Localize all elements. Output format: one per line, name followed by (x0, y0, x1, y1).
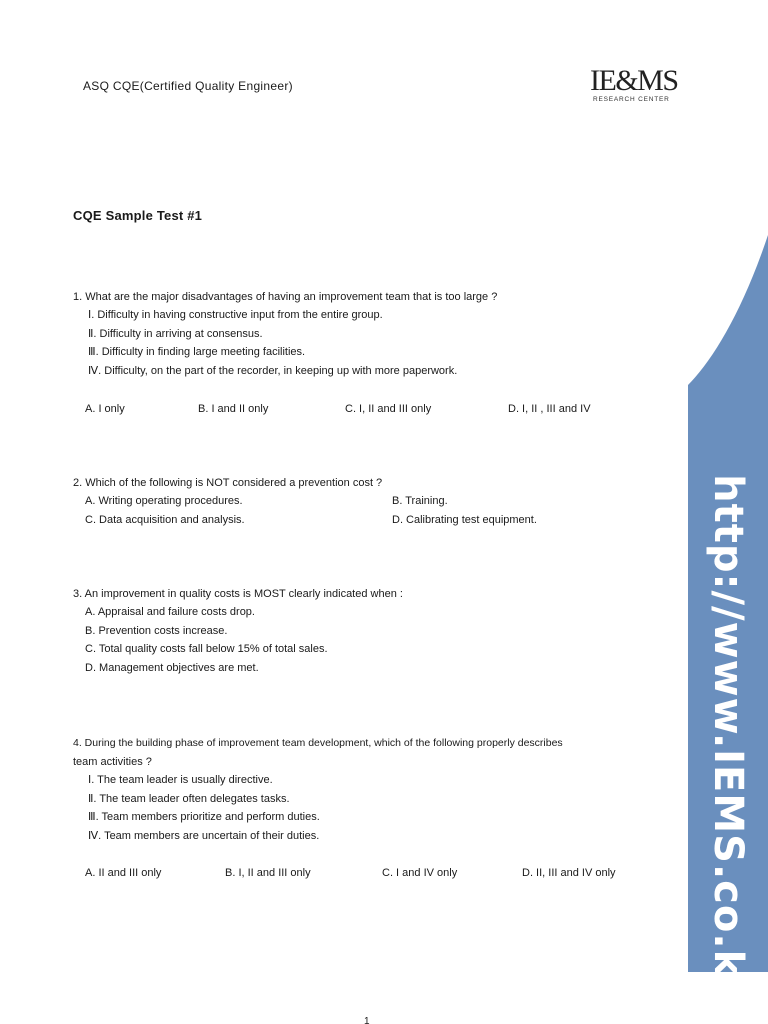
q3-choice-c: C. Total quality costs fall below 15% of total sales. (85, 643, 328, 655)
logo-sub-text: RESEARCH CENTER (593, 96, 670, 103)
q1-item-4: Ⅳ. Difficulty, on the part of the recorder, in keeping up with more paperwork. (88, 365, 458, 377)
q1-choice-b: B. I and II only (198, 403, 269, 415)
logo-main-text: IE&MS (590, 64, 678, 97)
q4-choice-a: A. II and III only (85, 867, 162, 879)
q2-choice-d: D. Calibrating test equipment. (392, 514, 537, 526)
q4-item-1: Ⅰ. The team leader is usually directive. (88, 774, 273, 786)
q1-item-1: Ⅰ. Difficulty in having constructive input from the entire group. (88, 309, 383, 321)
q1-choice-a: A. I only (85, 403, 125, 415)
q1-item-3: Ⅲ. Difficulty in finding large meeting facilities. (88, 346, 306, 358)
q4-choice-b: B. I, II and III only (225, 867, 311, 879)
q2-choice-c: C. Data acquisition and analysis. (85, 514, 245, 526)
q4-stem-line2: team activities ? (73, 756, 152, 768)
q1-choice-d: D. I, II , III and IV (508, 403, 591, 415)
q1-choice-c: C. I, II and III only (345, 403, 432, 415)
page-number: 1 (364, 1016, 370, 1024)
q1-stem: 1. What are the major disadvantages of having an improvement team that is too large ? (73, 291, 498, 303)
q4-item-2: Ⅱ. The team leader often delegates tasks. (88, 793, 290, 805)
q4-stem-line1: 4. During the building phase of improvement team development, which of the following properly describes (73, 737, 563, 749)
sidebar-url-text: http://www.IEMS.co.kr (705, 474, 751, 998)
test-title: CQE Sample Test #1 (73, 208, 203, 223)
q1-item-2: Ⅱ. Difficulty in arriving at consensus. (88, 328, 263, 340)
q4-item-4: Ⅳ. Team members are uncertain of their duties. (88, 830, 320, 842)
q3-stem: 3. An improvement in quality costs is MOST clearly indicated when : (73, 588, 403, 600)
q2-stem: 2. Which of the following is NOT considered a prevention cost ? (73, 477, 383, 489)
header-title: ASQ CQE(Certified Quality Engineer) (83, 79, 293, 93)
q4-item-3: Ⅲ. Team members prioritize and perform duties. (88, 811, 320, 823)
q3-choice-d: D. Management objectives are met. (85, 662, 259, 674)
q2-choice-b: B. Training. (392, 495, 448, 507)
q4-choice-d: D. II, III and IV only (522, 867, 616, 879)
q3-choice-a: A. Appraisal and failure costs drop. (85, 606, 255, 618)
q2-choice-a: A. Writing operating procedures. (85, 495, 243, 507)
q3-choice-b: B. Prevention costs increase. (85, 625, 228, 637)
q4-choice-c: C. I and IV only (382, 867, 458, 879)
